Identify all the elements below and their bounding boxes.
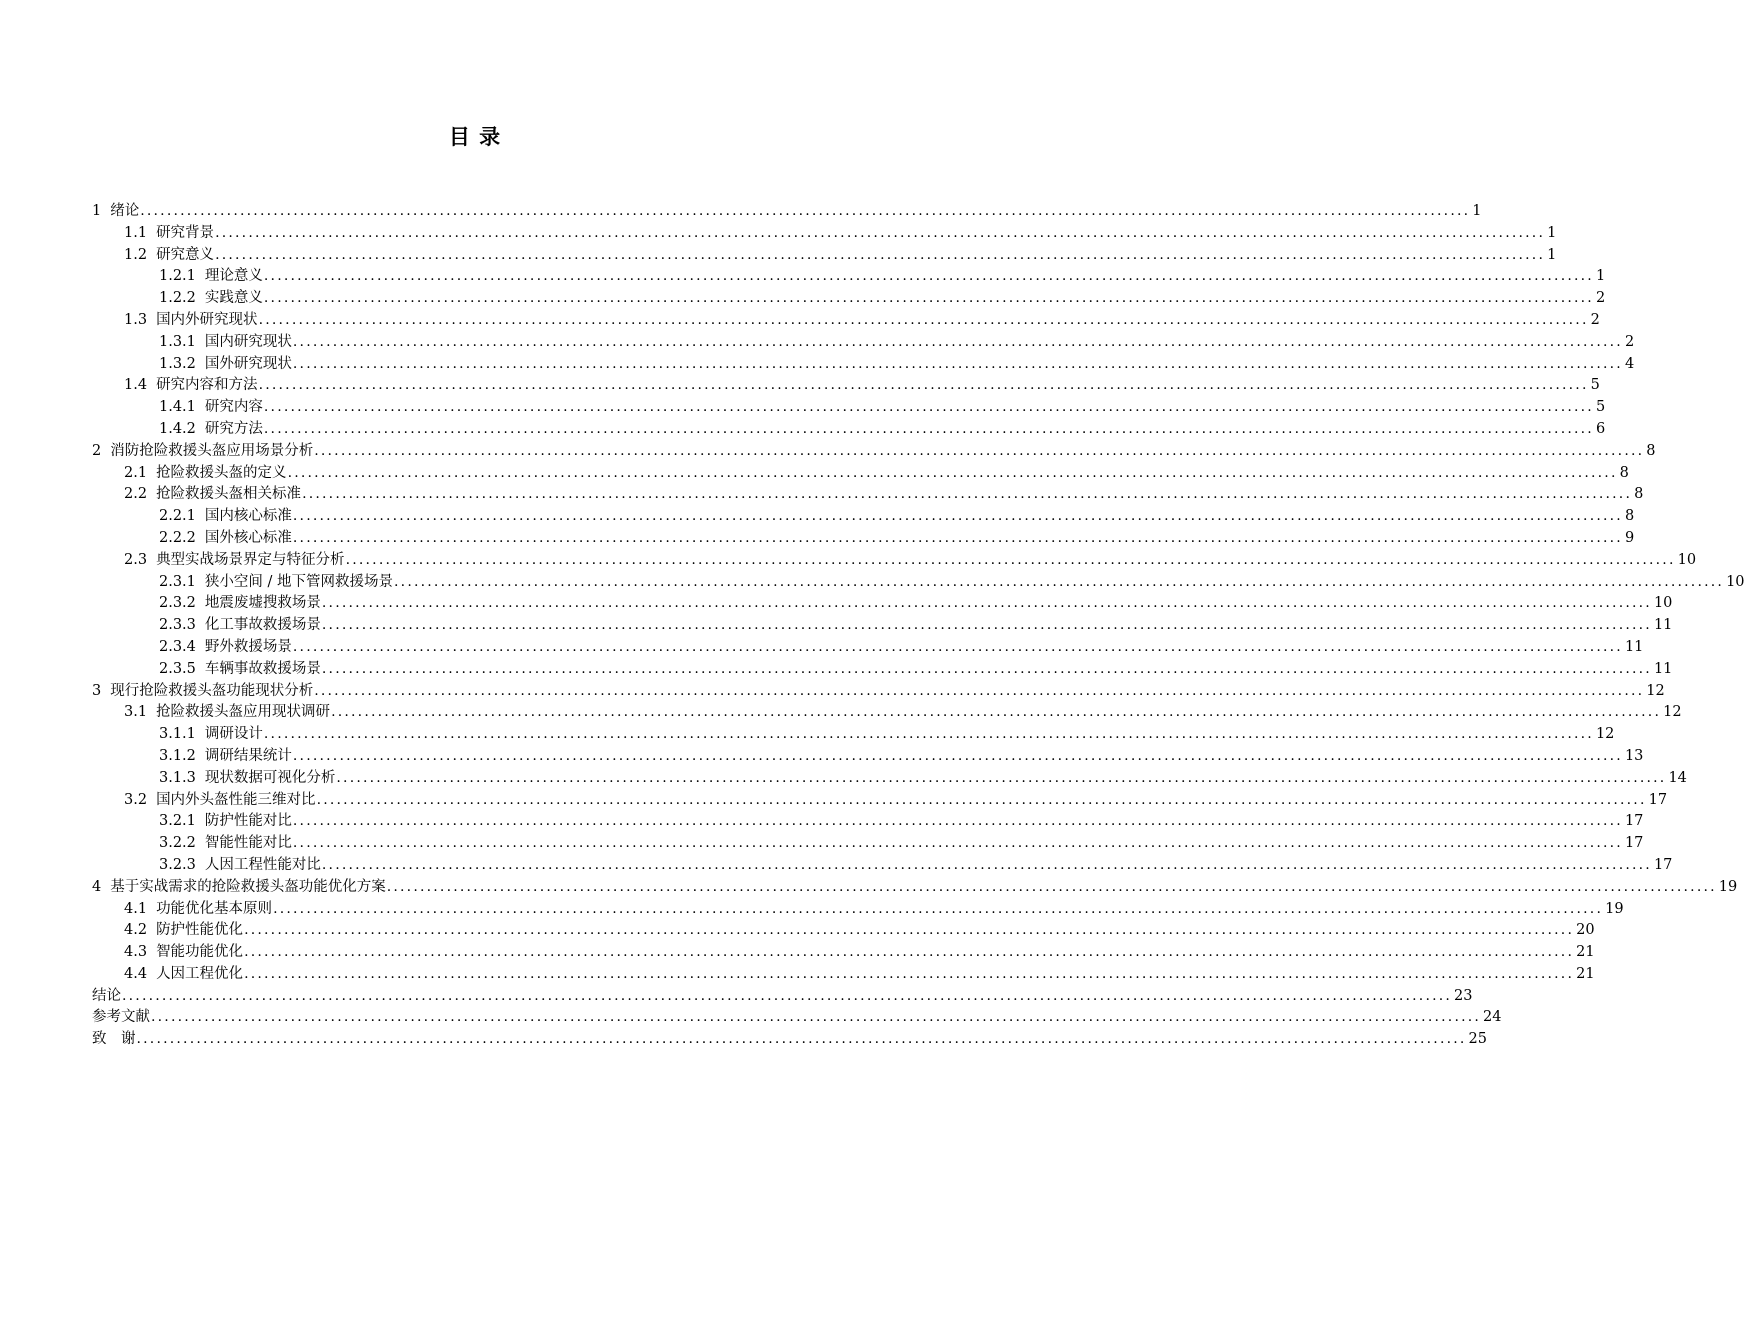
toc-entry[interactable] [92, 768, 1687, 790]
toc-dot-leader: ........................................................................................................................................................................................................ [386, 878, 1717, 895]
toc-entry[interactable] [92, 615, 1673, 637]
toc-entry[interactable] [92, 942, 1595, 964]
toc-dot-leader: ........................................................................................................................................................................................................ [263, 399, 1594, 416]
toc-dot-leader: ........................................................................................................................................................................................................ [292, 835, 1623, 852]
toc-entry-page: 14 [1668, 769, 1687, 786]
toc-dot-leader: ........................................................................................................................................................................................................ [316, 791, 1647, 808]
toc-title: 目 录 [448, 125, 502, 149]
toc-dot-leader: ........................................................................................................................................................................................................ [314, 442, 1645, 459]
toc-entry-title: 抢险救援头盔相关标准 [156, 486, 302, 503]
toc-entry-number: 1.4.1 [159, 399, 196, 416]
toc-entry[interactable] [92, 855, 1673, 877]
toc-entry-title: 基于实战需求的抢险救援头盔功能优化方案 [110, 878, 386, 895]
toc-entry-number: 2.3.4 [159, 638, 196, 655]
toc-entry-number: 1.2.1 [159, 268, 196, 285]
toc-entry-number: 2.1 [124, 464, 148, 481]
toc-entry-title: 致 谢 [92, 1031, 136, 1048]
toc-entry-number: 2.3 [124, 551, 148, 568]
toc-entry-title: 防护性能对比 [204, 813, 292, 830]
toc-entry[interactable] [92, 986, 1473, 1008]
toc-entry-number: 2.3.3 [159, 617, 196, 634]
toc-dot-leader: ........................................................................................................................................................................................................ [263, 268, 1594, 285]
toc-entry-page: 8 [1624, 508, 1635, 525]
toc-entry-title: 功能优化基本原则 [156, 900, 273, 917]
toc-entry-title: 智能功能优化 [156, 944, 244, 961]
toc-dot-leader: ........................................................................................................................................................................................................ [331, 704, 1662, 721]
toc-entry-number: 2.3.1 [159, 573, 196, 590]
toc-entry-title: 参考文献 [92, 1009, 150, 1026]
toc-entry[interactable] [92, 441, 1656, 463]
toc-entry-title: 防护性能优化 [156, 922, 244, 939]
toc-entry[interactable] [92, 877, 1738, 899]
toc-entry-page: 6 [1595, 420, 1606, 437]
toc-dot-leader: ........................................................................................................................................................................................................ [292, 333, 1623, 350]
toc-entry-title: 抢险救援头盔应用现状调研 [156, 704, 331, 721]
toc-entry-number: 4.1 [124, 900, 148, 917]
toc-entry[interactable] [92, 266, 1606, 288]
toc-entry-number: 3.2.2 [159, 835, 196, 852]
toc-entry[interactable] [92, 920, 1595, 942]
toc-entry-page: 19 [1718, 878, 1738, 895]
toc-entry[interactable] [92, 419, 1606, 441]
toc-entry-page: 1 [1547, 246, 1557, 263]
toc-dot-leader: ........................................................................................................................................................................................................ [263, 420, 1594, 437]
toc-entry-title: 国外研究现状 [204, 355, 292, 372]
toc-entry[interactable] [92, 397, 1606, 419]
toc-entry-title: 智能性能对比 [204, 835, 292, 852]
toc-entry-page: 10 [1726, 573, 1745, 590]
toc-entry-page: 19 [1605, 900, 1624, 917]
toc-dot-leader: ........................................................................................................................................................................................................ [287, 464, 1618, 481]
toc-entry-number: 1.3 [124, 311, 148, 328]
toc-entry-title: 国外核心标准 [204, 529, 292, 546]
toc-entry[interactable] [92, 484, 1644, 506]
toc-entry[interactable] [92, 354, 1635, 376]
toc-dot-leader: ........................................................................................................................................................................................................ [136, 1031, 1467, 1048]
toc-entry-number: 3.1 [124, 704, 148, 721]
toc-entry-page: 2 [1590, 311, 1600, 328]
toc-entry-title: 野外救援场景 [204, 638, 292, 655]
toc-entry-page: 10 [1677, 551, 1697, 568]
toc-entry-page: 8 [1619, 464, 1629, 481]
toc-entry-number: 3 [92, 682, 102, 699]
toc-entry-number: 2.2 [124, 486, 148, 503]
toc-entry[interactable] [92, 223, 1557, 245]
toc-entry-page: 17 [1648, 791, 1668, 808]
toc-entry-title: 典型实战场景界定与特征分析 [156, 551, 345, 568]
toc-dot-leader: ........................................................................................................................................................................................................ [321, 856, 1652, 873]
toc-dot-leader: ........................................................................................................................................................................................................ [244, 944, 1575, 961]
toc-entry-page: 11 [1624, 638, 1644, 655]
toc-dot-leader: ........................................................................................................................................................................................................ [263, 290, 1594, 307]
toc-entry-title: 抢险救援头盔的定义 [156, 464, 287, 481]
toc-entry-title: 调研设计 [204, 726, 263, 743]
toc-entry-number: 1.3.2 [159, 355, 196, 372]
toc-entry[interactable] [92, 288, 1606, 310]
toc-entry[interactable] [92, 550, 1697, 572]
toc-entry[interactable] [92, 681, 1665, 703]
toc-entry-title: 地震废墟搜救场景 [204, 595, 321, 612]
toc-entry-number: 3.1.1 [159, 726, 196, 743]
toc-entry-title: 现状数据可视化分析 [204, 769, 336, 786]
toc-entry-number: 3.2 [124, 791, 148, 808]
toc-entry-page: 1 [1472, 203, 1482, 219]
toc-dot-leader: ........................................................................................................................................................................................................ [140, 203, 1471, 219]
toc-dot-leader: ........................................................................................................................................................................................................ [336, 769, 1667, 786]
toc-entry[interactable] [92, 572, 1745, 594]
toc-entry-title: 人因工程优化 [156, 965, 244, 982]
toc-entry-number: 4.4 [124, 965, 148, 982]
toc-entry[interactable] [92, 1007, 1502, 1029]
toc-entry-title: 国内外研究现状 [156, 311, 258, 328]
toc-dot-leader: ........................................................................................................................................................................................................ [244, 922, 1575, 939]
toc-entry[interactable] [92, 833, 1644, 855]
toc-entry-page: 1 [1547, 224, 1557, 241]
toc-entry-number: 2.3.2 [159, 595, 196, 612]
toc-entry-title: 人因工程性能对比 [204, 856, 321, 873]
toc-dot-leader: ........................................................................................................................................................................................................ [244, 965, 1575, 982]
toc-list [92, 201, 1745, 1051]
toc-entry-title: 研究内容 [204, 399, 263, 416]
toc-entry[interactable] [92, 310, 1600, 332]
toc-entry-page: 24 [1483, 1009, 1502, 1026]
toc-entry-title: 车辆事故救援场景 [204, 660, 321, 677]
toc-entry-title: 研究意义 [156, 246, 215, 263]
toc-entry[interactable] [92, 463, 1629, 485]
toc-entry-page: 11 [1653, 617, 1673, 634]
toc-entry-page: 21 [1576, 965, 1595, 982]
toc-dot-leader: ........................................................................................................................................................................................................ [122, 987, 1453, 1004]
toc-entry-page: 1 [1595, 268, 1606, 285]
toc-entry-number: 1.4 [124, 377, 148, 394]
toc-entry-page: 4 [1624, 355, 1635, 372]
toc-entry-page: 10 [1653, 595, 1673, 612]
toc-entry-title: 研究内容和方法 [156, 377, 258, 394]
toc-entry[interactable] [92, 811, 1644, 833]
toc-entry-number: 3.2.1 [159, 813, 196, 830]
toc-entry[interactable] [92, 637, 1644, 659]
toc-dot-leader: ........................................................................................................................................................................................................ [345, 551, 1676, 568]
toc-dot-leader: ........................................................................................................................................................................................................ [292, 747, 1623, 764]
toc-entry-number: 2.3.5 [159, 660, 196, 677]
toc-entry-page: 20 [1576, 922, 1595, 939]
toc-entry-page: 5 [1595, 399, 1606, 416]
toc-dot-leader: ........................................................................................................................................................................................................ [258, 311, 1589, 328]
toc-dot-leader: ........................................................................................................................................................................................................ [292, 508, 1623, 525]
toc-entry-number: 1.2 [124, 246, 148, 263]
toc-entry-number: 2.2.2 [159, 529, 196, 546]
toc-entry-page: 21 [1576, 944, 1595, 961]
toc-entry-page: 11 [1653, 660, 1673, 677]
toc-entry-title: 实践意义 [204, 290, 263, 307]
toc-entry-page: 13 [1624, 747, 1644, 764]
toc-entry[interactable] [92, 528, 1635, 550]
toc-entry-page: 25 [1468, 1031, 1487, 1048]
toc-entry[interactable] [92, 702, 1682, 724]
toc-entry-number: 1 [92, 203, 102, 219]
toc-dot-leader: ........................................................................................................................................................................................................ [263, 726, 1594, 743]
toc-entry-title: 调研结果统计 [204, 747, 292, 764]
toc-entry-number: 3.2.3 [159, 856, 196, 873]
toc-entry-number: 1.3.1 [159, 333, 196, 350]
toc-entry-page: 12 [1595, 726, 1615, 743]
toc-dot-leader: ........................................................................................................................................................................................................ [321, 617, 1652, 634]
toc-dot-leader: ........................................................................................................................................................................................................ [321, 595, 1652, 612]
toc-entry-title: 理论意义 [204, 268, 263, 285]
toc-entry-number: 1.2.2 [159, 290, 196, 307]
toc-entry-number: 4.3 [124, 944, 148, 961]
toc-entry-number: 4.2 [124, 922, 148, 939]
toc-entry-title: 绪论 [110, 203, 140, 219]
toc-entry[interactable] [92, 899, 1624, 921]
toc-entry[interactable] [92, 332, 1635, 354]
toc-entry-page: 17 [1653, 856, 1673, 873]
toc-entry-title: 化工事故救援场景 [204, 617, 321, 634]
toc-entry-title: 研究方法 [204, 420, 263, 437]
toc-dot-leader: ........................................................................................................................................................................................................ [258, 377, 1589, 394]
toc-entry-page: 5 [1590, 377, 1600, 394]
toc-entry-number: 1.4.2 [159, 420, 196, 437]
toc-entry[interactable] [92, 964, 1595, 986]
toc-dot-leader: ........................................................................................................................................................................................................ [292, 529, 1623, 546]
toc-dot-leader: ........................................................................................................................................................................................................ [302, 486, 1633, 503]
toc-entry-title: 狭小空间 / 地下管网救援场景 [204, 573, 394, 590]
toc-entry[interactable] [92, 724, 1615, 746]
toc-dot-leader: ........................................................................................................................................................................................................ [273, 900, 1604, 917]
toc-entry-number: 3.1.2 [159, 747, 196, 764]
toc-entry-number: 1.1 [124, 224, 148, 241]
toc-entry[interactable] [92, 1029, 1487, 1051]
toc-dot-leader: ........................................................................................................................................................................................................ [292, 638, 1623, 655]
toc-entry[interactable] [92, 746, 1644, 768]
toc-dot-leader: ........................................................................................................................................................................................................ [314, 682, 1645, 699]
toc-entry-title: 国内核心标准 [204, 508, 292, 525]
toc-entry-page: 12 [1646, 682, 1665, 699]
toc-dot-leader: ........................................................................................................................................................................................................ [151, 1009, 1482, 1026]
toc-entry-number: 3.1.3 [159, 769, 196, 786]
toc-dot-leader: ........................................................................................................................................................................................................ [394, 573, 1725, 590]
toc-entry-title: 消防抢险救援头盔应用场景分析 [110, 442, 314, 459]
toc-entry[interactable] [92, 790, 1668, 812]
toc-entry-title: 国内研究现状 [204, 333, 292, 350]
toc-entry[interactable] [92, 659, 1673, 681]
toc-entry-number: 2 [92, 442, 102, 459]
toc-entry[interactable] [92, 201, 1482, 223]
toc-dot-leader: ........................................................................................................................................................................................................ [321, 660, 1652, 677]
toc-entry[interactable] [92, 593, 1673, 615]
toc-entry-page: 8 [1634, 486, 1644, 503]
toc-entry[interactable] [92, 375, 1600, 397]
toc-entry-number: 4 [92, 878, 102, 895]
toc-entry-number: 2.2.1 [159, 508, 196, 525]
toc-dot-leader: ........................................................................................................................................................................................................ [292, 813, 1623, 830]
toc-entry-title: 研究背景 [156, 224, 215, 241]
toc-entry-page: 23 [1454, 987, 1473, 1004]
toc-entry-title: 国内外头盔性能三维对比 [156, 791, 316, 808]
toc-entry-page: 17 [1624, 835, 1644, 852]
toc-entry[interactable] [92, 245, 1557, 267]
toc-entry-page: 8 [1646, 442, 1656, 459]
toc-entry-page: 17 [1624, 813, 1644, 830]
toc-entry-page: 9 [1624, 529, 1635, 546]
toc-entry-title: 结论 [92, 987, 121, 1004]
toc-entry[interactable] [92, 506, 1635, 528]
toc-entry-page: 2 [1595, 290, 1606, 307]
toc-entry-page: 2 [1624, 333, 1635, 350]
toc-dot-leader: ........................................................................................................................................................................................................ [215, 224, 1546, 241]
toc-entry-page: 12 [1663, 704, 1682, 721]
toc-dot-leader: ........................................................................................................................................................................................................ [215, 246, 1546, 263]
toc-dot-leader: ........................................................................................................................................................................................................ [292, 355, 1623, 372]
toc-entry-title: 现行抢险救援头盔功能现状分析 [110, 682, 314, 699]
